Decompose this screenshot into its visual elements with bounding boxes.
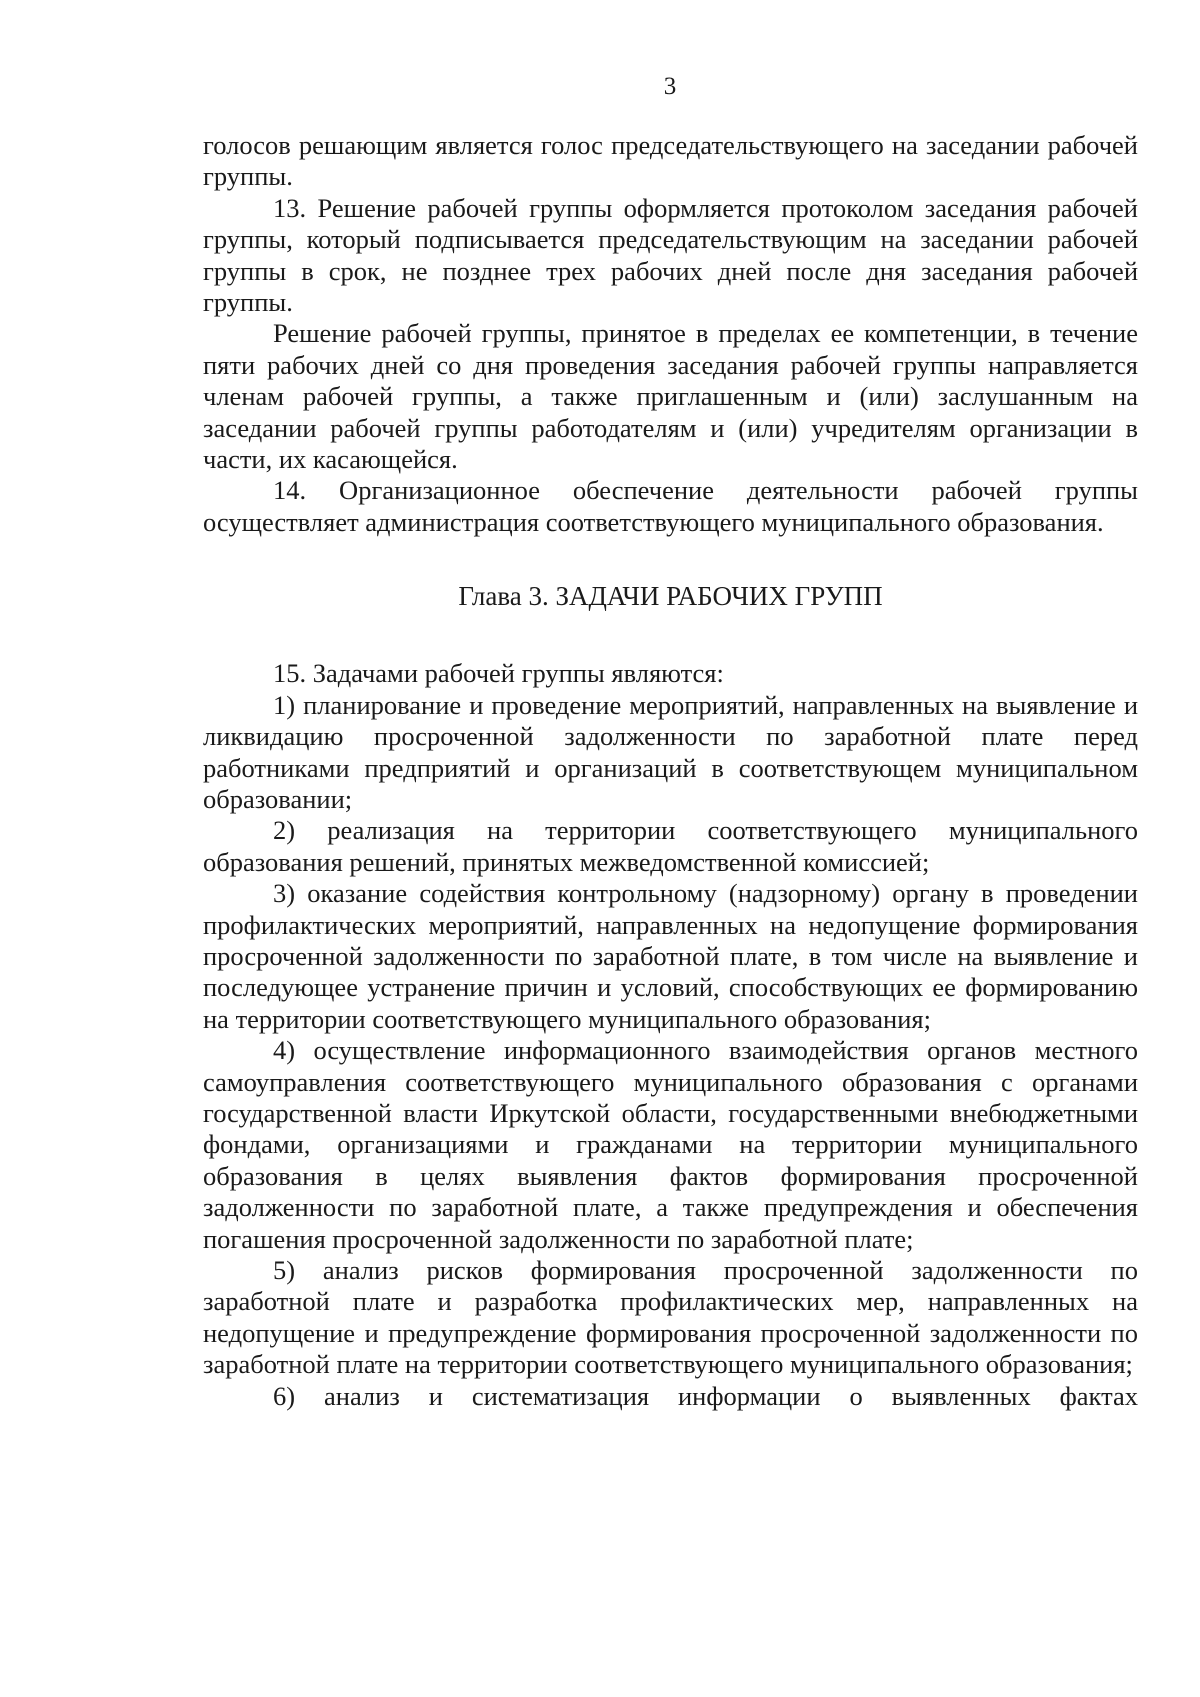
document-body [203,130,1138,1412]
paragraph-continuation: голосов решающим является голос председательствующего на заседании рабочей группы. [203,130,1138,192]
paragraph-decision: Решение рабочей группы, принятое в пределах ее компетенции, в течение пяти рабочих дней со дня проведения заседания рабочей группы направляется членам рабочей группы, а также приглашенным и (или) заслушанным на заседании рабочей группы работодателям и (или) учредителям организации в части, их касающейся. [203,318,1138,475]
list-item-3: 3) оказание содействия контрольному (надзорному) органу в проведении профилактических мероприятий, направленных на недопущение формирования просроченной задолженности по заработной плате, в том числе на выявление и последующее устранение причин и условий, способствующих ее формированию на территории соответствующего муниципального образования; [203,878,1138,1034]
page-number: 3 [663,73,677,100]
chapter-title: Глава 3. ЗАДАЧИ РАБОЧИХ ГРУПП [458,581,883,612]
paragraph-item-14: 14. Организационное обеспечение деятельности рабочей группы осуществляет администрация соответствующего муниципального образования. [203,475,1138,537]
list-item-6: 6) анализ и систематизация информации о выявленных фактах [273,1380,1138,1411]
paragraph-item-13: 13. Решение рабочей группы оформляется протоколом заседания рабочей группы, который подписывается председательствующим на заседании рабочей группы в срок, не позднее трех рабочих дней после дня заседания рабочей группы. [203,192,1138,318]
list-item-1: 1) планирование и проведение мероприятий, направленных на выявление и ликвидацию просроченной задолженности по заработной плате перед работниками предприятий и организаций в соответствующем муниципальном образовании; [203,689,1138,814]
list-item-2: 2) реализация на территории соответствующего муниципального образования решений, принятых межведомственной комиссией; [203,815,1138,877]
list-item-4: 4) осуществление информационного взаимодействия органов местного самоуправления соответствующего муниципального образования с органами государственной власти Иркутской области, государственными внебюджетными фондами, организациями и гражданами на территории муниципального образования в целях выявления фактов формирования просроченной задолженности по заработной плате, а также предупреждения и обеспечения погашения просроченной задолженности по заработной плате; [203,1035,1138,1254]
list-item-5: 5) анализ рисков формирования просроченной задолженности по заработной плате и разработка профилактических мер, направленных на недопущение и предупреждение формирования просроченной задолженности по заработной плате на территории соответствующего муниципального образования; [203,1255,1138,1380]
paragraph-item-15: 15. Задачами рабочей группы являются: [273,658,724,689]
